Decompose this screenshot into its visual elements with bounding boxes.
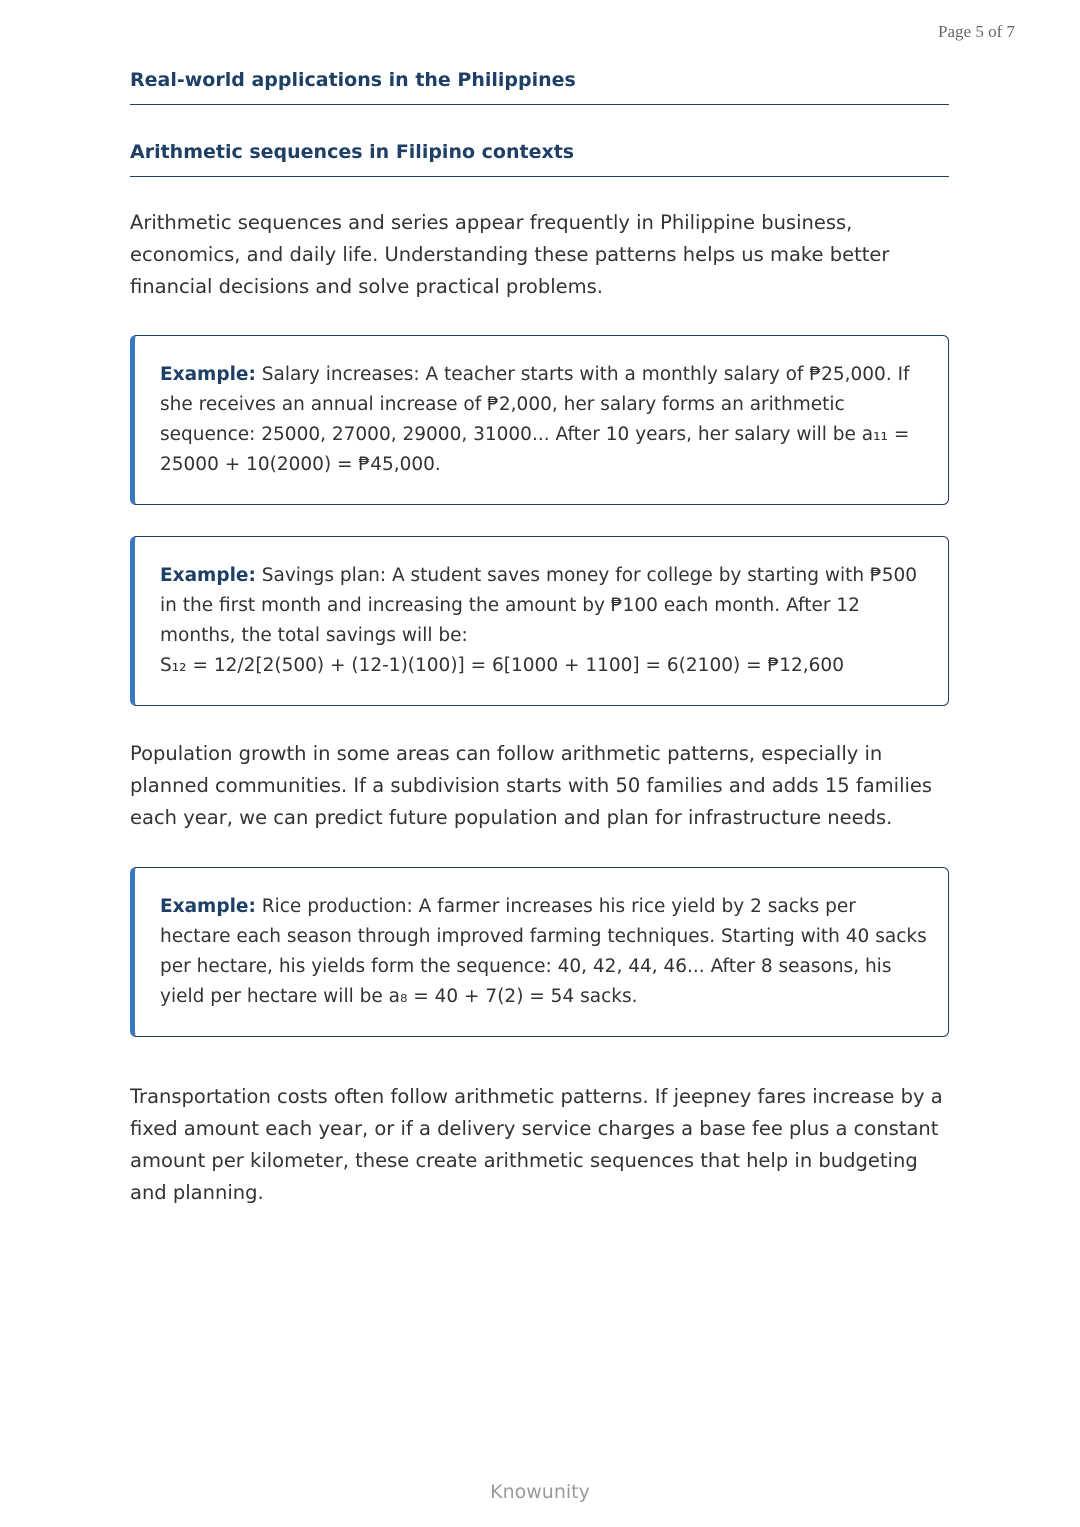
example-label: Example:: [160, 364, 256, 385]
example-text: Savings plan: A student saves money for college by starting with ₱500 in the first month and increasing the amount by ₱100 each month. After 12 months, the total savings will be:: [160, 565, 918, 646]
population-paragraph: Population growth in some areas can follow arithmetic patterns, especially in planned communities. If a subdivision starts with 50 families and adds 15 families each year, we can predict future population and plan for infrastructure needs.: [130, 742, 933, 829]
example-label: Example:: [160, 565, 256, 586]
page-number: Page 5 of 7: [938, 22, 1015, 41]
example-text: Salary increases: A teacher starts with a monthly salary of ₱25,000. If she receives an annual increase of ₱2,000, her salary forms an arithmetic sequence: 25000, 27000, 29000, 31000... After 10 years, her salary will be a₁₁ = 25000 + 10(2000) = ₱45,000.: [160, 364, 910, 475]
footer-brand: Knowunity: [490, 1481, 590, 1503]
example-text: Rice production: A farmer increases his rice yield by 2 sacks per hectare each season through improved farming techniques. Starting with 40 sacks per hectare, his yields form the sequence: 40, 42, 44, 46... After 8 seasons, his yield per hectare will be a₈ = 40 + 7(2) = 54 sacks.: [160, 896, 927, 1007]
example-box-salary: [130, 335, 949, 505]
example-label: Example:: [160, 896, 256, 917]
intro-paragraph: Arithmetic sequences and series appear frequently in Philippine business, economics, and daily life. Understanding these patterns helps us make better financial decisions and solve practical problems.: [130, 211, 890, 298]
example-formula: S₁₂ = 12/2[2(500) + (12-1)(100)] = 6[1000 + 1100] = 6(2100) = ₱12,600: [160, 655, 844, 676]
example-box-savings: [130, 536, 949, 706]
section-heading: Real-world applications in the Philippines: [130, 66, 949, 105]
subsection-heading: Arithmetic sequences in Filipino contexts: [130, 138, 949, 177]
transport-paragraph: Transportation costs often follow arithmetic patterns. If jeepney fares increase by a fixed amount each year, or if a delivery service charges a base fee plus a constant amount per kilometer, these create arithmetic sequences that help in budgeting and planning.: [130, 1085, 943, 1204]
example-box-rice: [130, 867, 949, 1037]
document-body: [130, 66, 949, 1209]
